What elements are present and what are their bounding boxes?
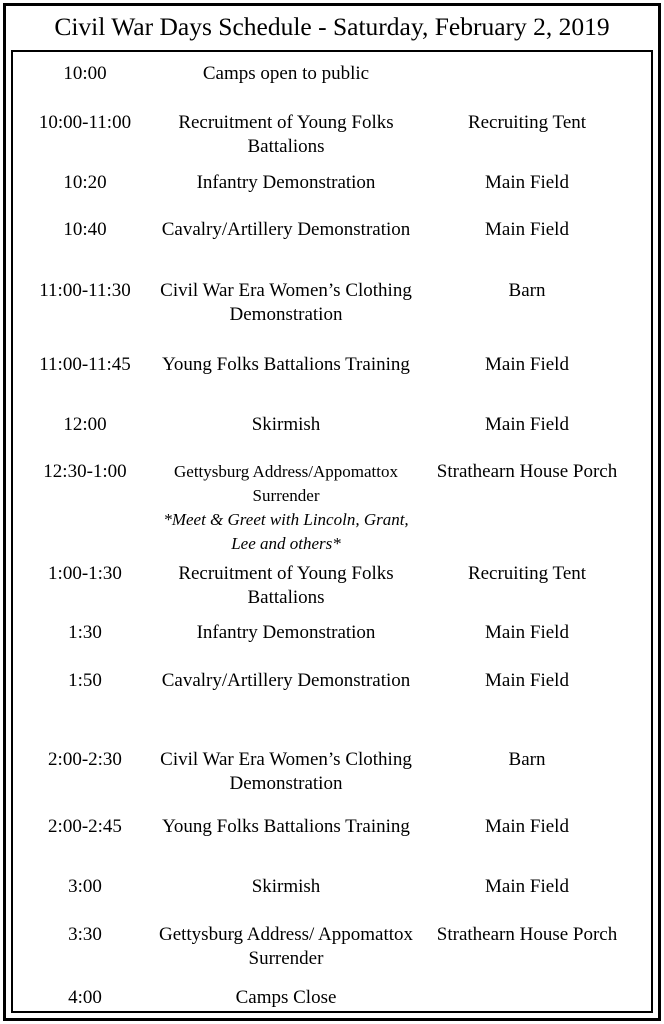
row-time: 4:00 <box>68 987 102 1008</box>
row-event: Civil War Era Women’s Clothing Demonstration <box>160 749 412 794</box>
row-event: Cavalry/Artillery Demonstration <box>161 219 411 240</box>
row-event: Skirmish <box>251 414 321 435</box>
row-location: Barn <box>508 280 546 301</box>
row-event: Civil War Era Women’s Clothing Demonstration <box>160 280 412 325</box>
row-time: 10:00 <box>63 63 107 84</box>
row-time: 10:20 <box>63 172 107 193</box>
row-event: Recruitment of Young Folks Battalions <box>178 112 394 157</box>
row-event: Young Folks Battalions Training <box>162 816 410 837</box>
row-location: Strathearn House Porch <box>436 924 618 945</box>
row-location: Main Field <box>485 816 569 837</box>
row-time: 12:00 <box>63 414 107 435</box>
row-event-text: Gettysburg Address/Appomattox Surrender <box>174 462 398 505</box>
row-event: Young Folks Battalions Training <box>162 354 410 375</box>
row-location: Recruiting Tent <box>467 563 587 584</box>
row-location: Strathearn House Porch <box>436 461 618 482</box>
row-location: Main Field <box>485 172 569 193</box>
row-time: 10:40 <box>63 219 107 240</box>
row-location: Recruiting Tent <box>467 112 587 133</box>
row-event: Cavalry/Artillery Demonstration <box>161 670 411 691</box>
row-event: Recruitment of Young Folks Battalions <box>178 563 394 608</box>
row-event: Infantry Demonstration <box>196 172 376 193</box>
row-event-note: *Meet & Greet with Lincoln, Grant, Lee and others* <box>163 510 409 553</box>
row-location: Main Field <box>485 876 569 897</box>
row-time: 3:30 <box>68 924 102 945</box>
row-event: Camps open to public <box>202 63 370 84</box>
row-time: 12:30-1:00 <box>43 461 127 482</box>
row-time: 2:00-2:45 <box>48 816 122 837</box>
row-location: Main Field <box>485 414 569 435</box>
row-event: Skirmish <box>251 876 321 897</box>
row-location: Main Field <box>485 670 569 691</box>
row-time: 11:00-11:30 <box>39 280 131 301</box>
row-event <box>158 460 414 556</box>
row-event: Gettysburg Address/ Appomattox Surrender <box>158 924 414 969</box>
row-time: 1:00-1:30 <box>48 563 122 584</box>
row-location: Main Field <box>485 354 569 375</box>
row-time: 2:00-2:30 <box>48 749 122 770</box>
page-title: Civil War Days Schedule - Saturday, February 2, 2019 <box>54 12 610 41</box>
row-event: Infantry Demonstration <box>196 622 376 643</box>
row-time: 11:00-11:45 <box>39 354 131 375</box>
row-time: 1:50 <box>68 670 102 691</box>
row-time: 10:00-11:00 <box>38 112 132 133</box>
row-event: Camps Close <box>235 987 337 1008</box>
row-location: Main Field <box>485 219 569 240</box>
row-location: Main Field <box>485 622 569 643</box>
row-location: Barn <box>508 749 546 770</box>
row-time: 3:00 <box>68 876 102 897</box>
row-time: 1:30 <box>68 622 102 643</box>
